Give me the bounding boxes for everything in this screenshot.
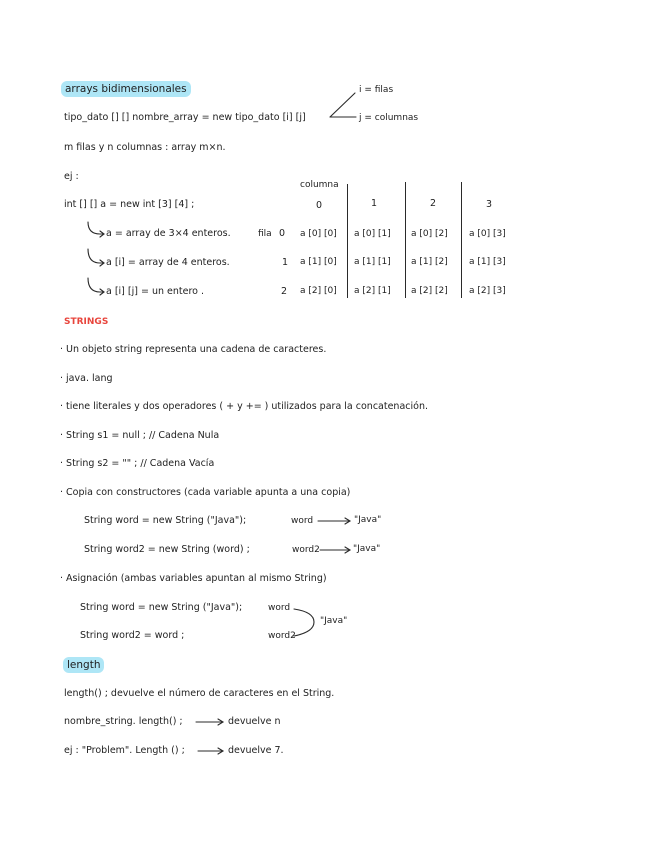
strings-bullet-2: · java. lang (60, 373, 113, 384)
strings-bullet-3: · tiene literales y dos operadores ( + y += ) utilizados para la concatenación. (60, 401, 428, 412)
explain-arrow-3 (88, 278, 104, 292)
strings-bullet-6: · Copia con constructores (cada variable apunta a una copia) (60, 487, 351, 498)
strings-bullet-1: · Un objeto string representa una cadena de caracteres. (60, 344, 327, 355)
assign-var-2: word2 (268, 631, 296, 641)
length-arrow-1-head (218, 719, 223, 725)
column-divider-2 (405, 182, 406, 298)
length-line-1: length() ; devuelve el número de caracteres en el String. (64, 688, 335, 699)
copy-arrow-2-head (345, 547, 350, 553)
length-line-3: ej : "Problem". Length () ; (64, 745, 185, 756)
column-title: columna (300, 180, 339, 190)
length-line-2: nombre_string. length() ; (64, 716, 183, 727)
strings-heading: STRINGS (64, 317, 109, 327)
cell-1-3: a [1] [3] (469, 257, 506, 267)
copy-val-1: "Java" (354, 515, 382, 525)
col-header-0: 0 (316, 200, 323, 211)
explain-line-2: a [i] = array de 4 enteros. (106, 257, 230, 268)
strings-bullet-5: · String s2 = "" ; // Cadena Vacía (60, 458, 215, 469)
j-note: j = columnas (359, 113, 419, 123)
strings-bullet-4: · String s1 = null ; // Cadena Nula (60, 430, 220, 441)
assign-var-1: word (268, 603, 291, 613)
column-divider-3 (461, 182, 462, 298)
cell-0-3: a [0] [3] (469, 229, 506, 239)
copy-code-1: String word = new String ("Java"); (84, 515, 247, 526)
assign-code-1: String word = new String ("Java"); (80, 602, 243, 613)
cell-1-0: a [1] [0] (300, 257, 337, 267)
array-declaration: int [] [] a = new int [3] [4] ; (64, 199, 195, 210)
assign-brace (294, 609, 314, 636)
assign-code-2: String word2 = word ; (80, 630, 185, 641)
explain-arrow-3-head (100, 289, 104, 295)
mxn-note: m filas y n columnas : array m×n. (64, 142, 226, 153)
col-header-2: 2 (430, 198, 437, 209)
copy-arrow-1-head (345, 518, 350, 524)
explain-arrow-1 (88, 222, 104, 234)
cell-0-1: a [0] [1] (354, 229, 391, 239)
column-divider-1 (347, 184, 348, 298)
cell-0-0: a [0] [0] (300, 229, 337, 239)
col-header-3: 3 (486, 199, 493, 210)
row-num-1: 1 (282, 257, 289, 268)
row-num-0: 0 (279, 228, 286, 239)
explain-arrow-1-head (100, 231, 104, 237)
copy-var-2: word2 (292, 545, 320, 555)
copy-val-2: "Java" (353, 544, 381, 554)
copy-var-1: word (291, 516, 314, 526)
fila-label: fila (258, 229, 272, 239)
strings-bullet-7: · Asignación (ambas variables apuntan al mismo String) (60, 573, 327, 584)
length-heading: length (63, 657, 104, 673)
row-num-2: 2 (281, 286, 288, 297)
i-pointer-line (330, 93, 355, 117)
array-syntax: tipo_dato [] [] nombre_array = new tipo_dato [i] [j] (64, 112, 306, 123)
length-line-3-result: devuelve 7. (228, 745, 284, 756)
explain-line-1: a = array de 3×4 enteros. (106, 228, 231, 239)
length-arrow-2-head (218, 748, 223, 754)
cell-2-3: a [2] [3] (469, 286, 506, 296)
i-note: i = filas (359, 85, 394, 95)
cell-0-2: a [0] [2] (411, 229, 448, 239)
cell-1-1: a [1] [1] (354, 257, 391, 267)
assign-val: "Java" (320, 616, 348, 626)
explain-line-3: a [i] [j] = un entero . (106, 286, 205, 297)
explain-arrow-2 (88, 249, 104, 263)
copy-code-2: String word2 = new String (word) ; (84, 544, 250, 555)
cell-2-1: a [2] [1] (354, 286, 391, 296)
cell-2-2: a [2] [2] (411, 286, 448, 296)
col-header-1: 1 (371, 198, 378, 209)
example-label: ej : (64, 171, 79, 182)
arrays-heading: arrays bidimensionales (61, 81, 191, 97)
cell-1-2: a [1] [2] (411, 257, 448, 267)
cell-2-0: a [2] [0] (300, 286, 337, 296)
length-line-2-result: devuelve n (228, 716, 281, 727)
explain-arrow-2-head (100, 260, 104, 266)
